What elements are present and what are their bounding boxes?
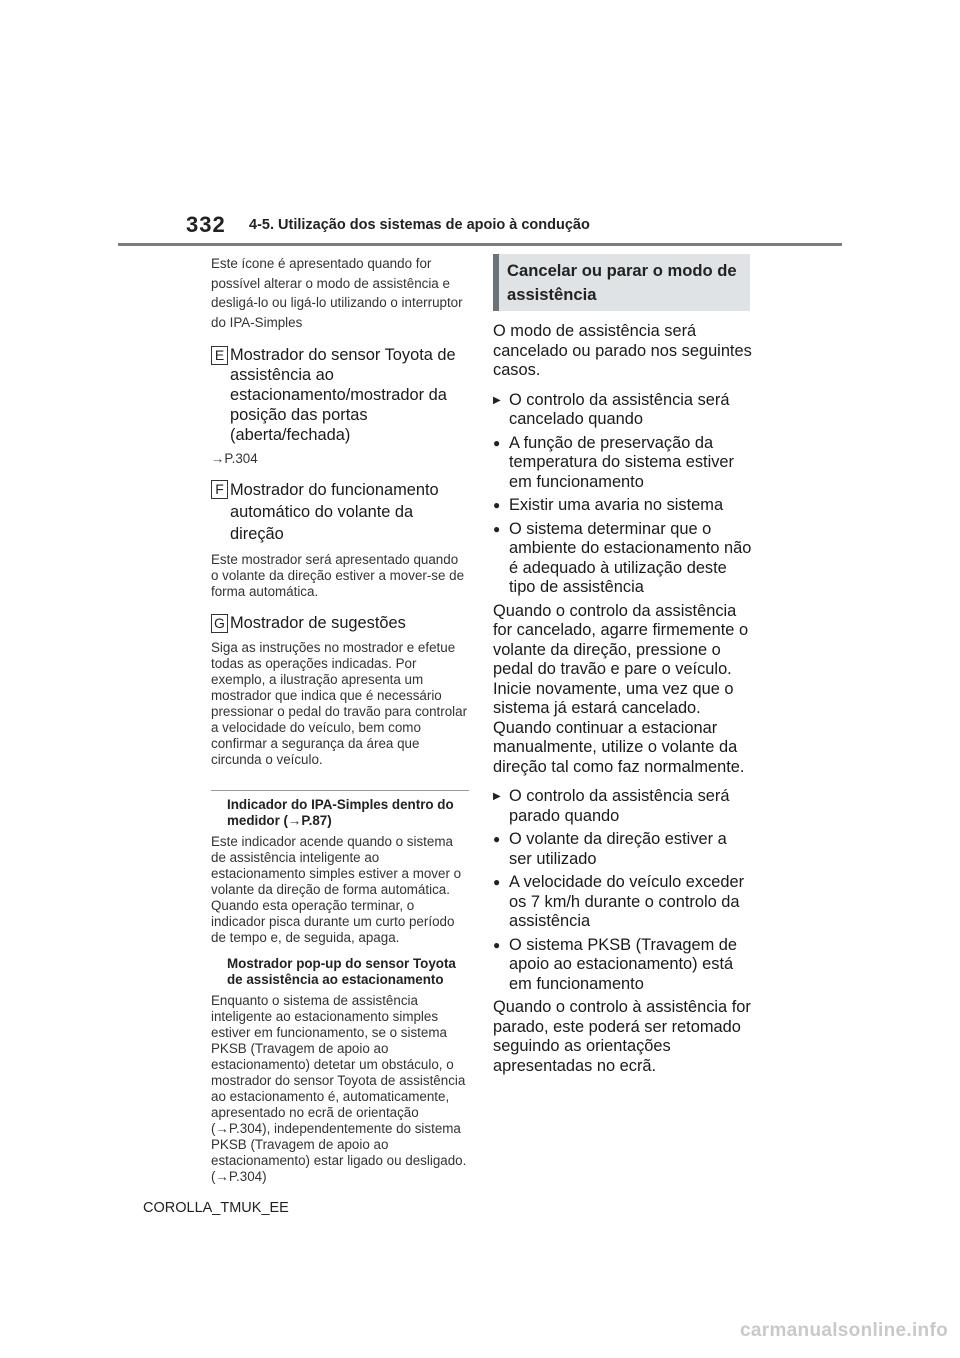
stop-bullet-3: O sistema PKSB (Travagem de apoio ao estacionamento) está em funcionamento <box>509 935 738 993</box>
right-intro: O modo de assistência será cancelado ou parado nos seguintes casos. <box>493 322 752 379</box>
stop-bullet-1: O volante da direção estiver a ser utilizado <box>509 830 727 868</box>
list-item <box>493 496 753 516</box>
header-rule <box>118 243 842 246</box>
stop-list <box>493 787 753 994</box>
letter-f-box: F <box>211 480 228 499</box>
bullet-icon: ● <box>493 435 501 450</box>
cancel-list <box>493 391 753 598</box>
cancel-note: Quando o controlo da assistência for cancelado, agarre firmemente o volante da direção, pressione o pedal do travão e pare o veículo. Inicie novamente, uma vez que o sistema já estará cancelado. Quando continuar a estacionar manualmente, utilize o volante da direção tal como faz normalmente. <box>493 601 749 776</box>
triangle-bullet-icon: ▶ <box>493 791 501 802</box>
triangle-bullet-icon: ▶ <box>493 394 501 406</box>
stop-bullet-2: A velocidade do veículo exceder os 7 km/h durante o controlo da assistência <box>509 873 745 930</box>
list-item <box>493 873 753 932</box>
note-1-text: Este indicador acende quando o sistema de assistência inteligente ao estacionamento simples estiver a mover o volante da direção de forma automática. Quando esta operação terminar, o indicador pisca durante um curto período de tempo e, de seguida, apaga. <box>211 834 462 945</box>
list-item <box>493 520 753 598</box>
item-g-title: Mostrador de sugestões <box>230 614 406 632</box>
cancel-bullet-1: A função de preservação da temperatura do sistema estiver em funcionamento <box>509 433 735 491</box>
item-g <box>211 613 469 633</box>
bullet-icon: ● <box>493 937 501 952</box>
stop-note: Quando o controlo à assistência for parado, este poderá ser retomado seguindo as orientações apresentadas no ecrã. <box>493 998 751 1075</box>
section-divider <box>211 790 469 791</box>
page-number: 332 <box>186 212 226 237</box>
left-column <box>211 254 469 1185</box>
letter-e-box: E <box>211 346 228 365</box>
bullet-icon: ● <box>493 498 501 512</box>
item-f <box>211 479 469 545</box>
item-f-text: Este mostrador será apresentado quando o volante da direção estiver a mover-se de forma automática. <box>211 552 465 599</box>
intro-text: Este ícone é apresentado quando for possível alterar o modo de assistência e desligá-lo ou ligá-lo utilizando o interruptor do IPA-Simples <box>211 256 463 330</box>
item-e <box>211 345 469 445</box>
list-item <box>493 787 753 826</box>
cancel-bullet-3: O sistema determinar que o ambiente do estacionamento não é adequado à utilização deste tipo de assistência <box>509 519 752 596</box>
item-e-title: Mostrador do sensor Toyota de assistência ao estacionamento/mostrador da posição das portas (aberta/fechada) <box>230 346 456 444</box>
cancel-group-title: O controlo da assistência será cancelado quando <box>509 390 730 428</box>
watermark: carmanualsonline.info <box>740 1320 948 1341</box>
bullet-icon: ● <box>493 875 501 889</box>
bullet-icon: ● <box>493 832 501 846</box>
cancel-bullet-2: Existir uma avaria no sistema <box>509 496 724 514</box>
section-heading-box <box>493 254 750 311</box>
note-1-heading: Indicador do IPA-Simples dentro do medidor (→P.87) <box>227 797 454 828</box>
section-heading: Cancelar ou parar o modo de assistência <box>507 261 737 304</box>
section-title: 4-5. Utilização dos sistemas de apoio à condução <box>249 217 590 233</box>
list-item <box>493 830 753 869</box>
bullet-icon: ● <box>493 521 501 536</box>
stop-group-title: O controlo da assistência será parado quando <box>509 787 730 825</box>
list-item <box>493 434 753 493</box>
right-column <box>493 254 753 1076</box>
letter-g-box: G <box>211 614 228 633</box>
list-item <box>493 391 753 430</box>
note-2-text: Enquanto o sistema de assistência inteligente ao estacionamento simples estiver em funcionamento, se o sistema PKSB (Travagem de apoio ao estacionamento) detetar um obstáculo, o mostrador do sensor Toyota de assistência ao estacionamento é, automaticamente, apresentado no ecrã de orientação (→P.304), independentemente do sistema PKSB (Travagem de apoio ao estacionamento) estar ligado ou desligado. (→P.304) <box>211 993 467 1184</box>
item-f-title: Mostrador do funcionamento automático do volante da direção <box>230 481 439 543</box>
page-header <box>0 212 960 252</box>
footer-model-code: COROLLA_TMUK_EE <box>143 1200 289 1216</box>
note-2-heading: Mostrador pop-up do sensor Toyota de assistência ao estacionamento <box>227 956 456 987</box>
list-item <box>493 936 753 995</box>
item-g-text: Siga as instruções no mostrador e efetue todas as operações indicadas. Por exemplo, a ilustração apresenta um mostrador que indica que é necessário pressionar o pedal do travão para controlar a velocidade do veículo, bem como confirmar a segurança da área que circunda o veículo. <box>211 640 468 767</box>
item-e-page-ref: →P.304 <box>211 451 258 466</box>
